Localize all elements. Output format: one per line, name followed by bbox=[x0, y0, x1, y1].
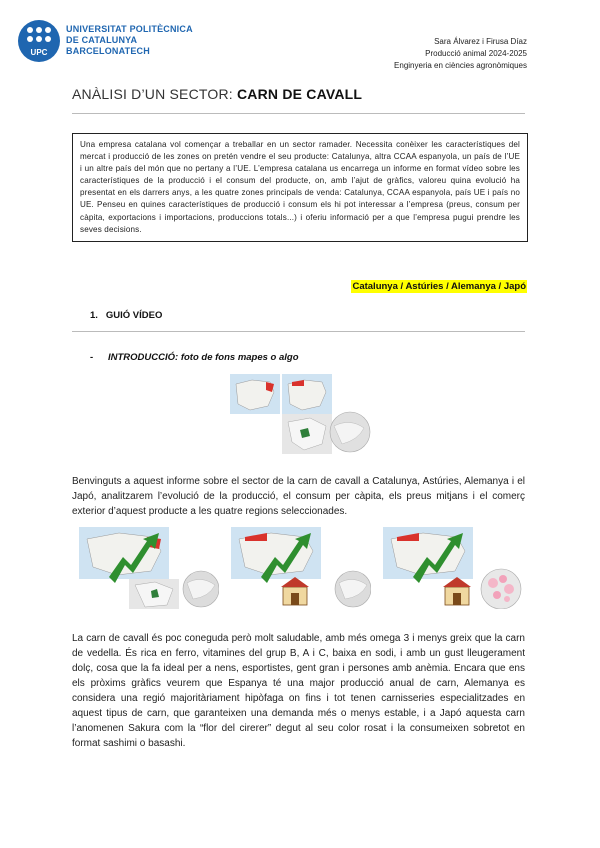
section-number: 1. bbox=[90, 310, 98, 321]
intro-bullet bbox=[90, 352, 299, 363]
university-line: BARCELONATECH bbox=[66, 46, 150, 56]
author-block bbox=[394, 36, 527, 72]
butcher-shop-icon bbox=[443, 577, 471, 605]
logo-text: UPC bbox=[30, 48, 48, 57]
divider bbox=[72, 113, 525, 114]
page-title bbox=[72, 86, 362, 102]
cherry-blossom-globe-icon bbox=[481, 569, 521, 609]
title-prefix: ANÀLISI D’UN SECTOR: bbox=[72, 86, 237, 102]
assignment-statement: Una empresa catalana vol començar a treballar en un sector ramader. Necessita conèixer les característiques del mercat i producció de les zones on pretén vendre el seu producte: Catalunya, altra CCAA espanyola, un país de l’UE i un altre país del món que no pertany a l’UE. L’empresa catalana us encarrega un informe en format vídeo sobre les característiques de la producció i el consum del producte, on, amb l’ajut de gràfics, valoreu quina evolució ha presentat en els darrers anys, a les quatre zones principals de venda: Catalunya, CCAA espanyola, país UE i país no UE. Penseu en quines característiques de producció i consum els hi pot interessar a l’empresa (preus, consum per càpita, exportacions i importacions, produccions totals...) i oferiu informació per a que l’empresa pugui prendre les seves decisions. bbox=[72, 133, 528, 242]
intro-collage-image bbox=[230, 374, 372, 456]
collage-image bbox=[79, 527, 219, 609]
divider bbox=[72, 331, 525, 332]
paragraph-body: La carn de cavall és poc coneguda però molt saludable, amb més omega 3 i menys greix que la carn de vedella. És rica en ferro, vitamines del grup B, A i C, baixa en sodi, i amb un gust lleugerament dolç, cosa que la fa ideal per a nens, esportistes, gent gran i persones amb anèmia. Encara que ens els pròxims gràfics veurem que Espanya té una major producció anual de carn, Alemanya es considera una regió majoritàriament hipòfaga on fins i tot tenen carnisseries especialitzades en aquest tipus de carn, que garanteixen una demanda més o menys estable, i a Japó aquesta carn l’anomenen Sakura com la “flor del cirerer” degut al seu color rosat i la consumeixen sobretot en format sashimi o basashi. bbox=[72, 633, 525, 749]
university-line: UNIVERSITAT POLITÈCNICA bbox=[66, 24, 193, 34]
author-line: Producció animal 2024-2025 bbox=[425, 49, 527, 58]
intro-label: INTRODUCCIÓ: foto de fons mapes o algo bbox=[108, 352, 299, 363]
author-line: Enginyeria en ciències agronòmiques bbox=[394, 61, 527, 70]
upc-logo-icon bbox=[18, 20, 60, 62]
title-bold: CARN DE CAVALL bbox=[236, 86, 363, 102]
university-name bbox=[66, 24, 193, 57]
countries-highlight: Catalunya / Astúries / Alemanya / Japó bbox=[352, 281, 526, 292]
bullet-dash: - bbox=[90, 352, 94, 363]
collage-image bbox=[231, 527, 371, 609]
university-line: DE CATALUNYA bbox=[66, 35, 138, 45]
butcher-shop-icon bbox=[281, 577, 309, 605]
section-heading bbox=[90, 310, 162, 321]
author-line: Sara Álvarez i Firusa Díaz bbox=[434, 37, 527, 46]
section-title: GUIÓ VÍDEO bbox=[105, 310, 163, 321]
collage-image bbox=[383, 527, 523, 609]
paragraph-intro: Benvinguts a aquest informe sobre el sector de la carn de cavall a Catalunya, Astúries, Alemanya i el Japó, analitzarem l’evolució de la producció, el consum per càpita, els preus mitjans i el comerç exterior d’aquest producte a les quatre regions seleccionades. bbox=[72, 476, 525, 517]
